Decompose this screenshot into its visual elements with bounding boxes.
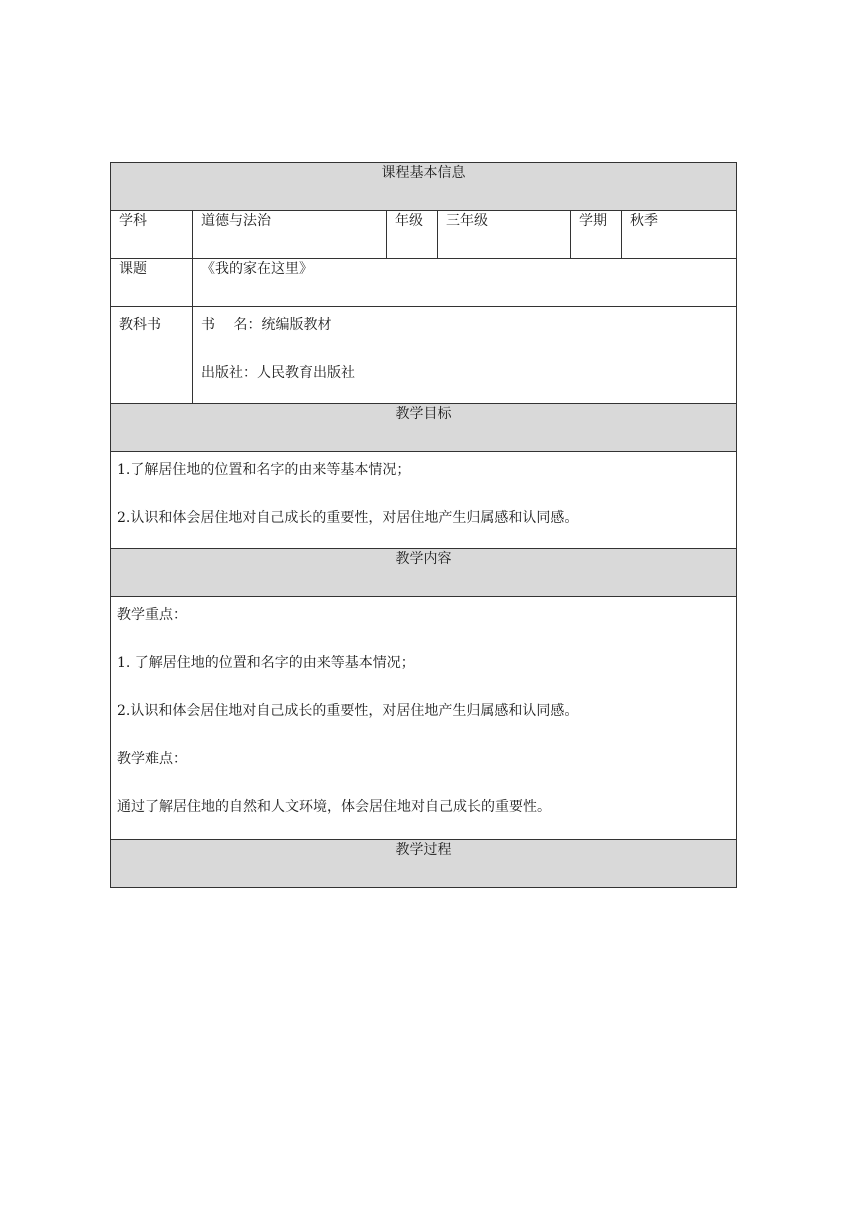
textbook-name: 书 名：统编版教材 xyxy=(201,317,332,333)
key-point-item: 1. 了解居住地的位置和名字的由来等基本情况； xyxy=(117,655,415,671)
grade-label: 年级 xyxy=(387,211,438,259)
subject-value: 道德与法治 xyxy=(193,211,387,259)
objectives-header-row xyxy=(111,404,737,452)
process-header: 教学过程 xyxy=(111,840,737,888)
objective-item: 2.认识和体会居住地对自己成长的重要性，对居住地产生归属感和认同感。 xyxy=(117,510,579,526)
subject-label: 学科 xyxy=(111,211,193,259)
term-value: 秋季 xyxy=(622,211,737,259)
objectives-header: 教学目标 xyxy=(111,404,737,452)
textbook-publisher: 出版社：人民教育出版社 xyxy=(201,365,355,381)
content-row xyxy=(111,597,737,840)
objectives-list xyxy=(111,452,737,549)
basic-info-header: 课程基本信息 xyxy=(111,163,737,211)
content-details xyxy=(111,597,737,840)
difficulties-label: 教学难点： xyxy=(117,751,187,767)
topic-label: 课题 xyxy=(111,259,193,307)
subject-row xyxy=(111,211,737,259)
content-header: 教学内容 xyxy=(111,549,737,597)
topic-value: 《我的家在这里》 xyxy=(193,259,737,307)
difficulty-item: 通过了解居住地的自然和人文环境，体会居住地对自己成长的重要性。 xyxy=(117,799,551,815)
key-point-item: 2.认识和体会居住地对自己成长的重要性，对居住地产生归属感和认同感。 xyxy=(117,703,579,719)
objectives-row xyxy=(111,452,737,549)
term-label: 学期 xyxy=(571,211,622,259)
content-header-row xyxy=(111,549,737,597)
process-header-row xyxy=(111,840,737,888)
objective-item: 1.了解居住地的位置和名字的由来等基本情况； xyxy=(117,462,411,478)
textbook-details xyxy=(193,307,737,404)
course-info-table xyxy=(110,162,737,888)
key-points-label: 教学重点： xyxy=(117,607,187,623)
basic-info-header-row xyxy=(111,163,737,211)
topic-row xyxy=(111,259,737,307)
grade-value: 三年级 xyxy=(438,211,571,259)
textbook-row xyxy=(111,307,737,404)
textbook-label: 教科书 xyxy=(111,307,193,404)
